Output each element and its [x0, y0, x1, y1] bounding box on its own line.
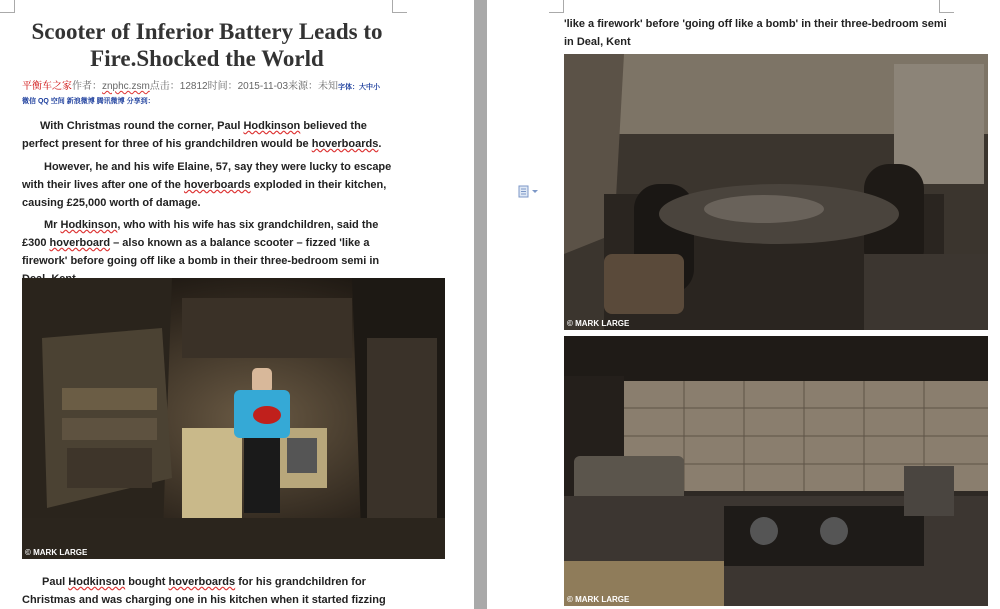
- para-text: believed the perfect present for three of his grandchildren would be: [22, 120, 367, 150]
- meta-site[interactable]: 平衡车之家: [22, 81, 72, 92]
- para-text: .: [378, 138, 382, 150]
- meta-source-label: 来源：: [288, 81, 319, 92]
- meta-author: znphc.zsm: [102, 81, 150, 92]
- burnt-hoverboard-photo[interactable]: [564, 54, 988, 330]
- para-text: for his grandchildren for Christmas and was charging one in his kitchen when it started fizzing: [22, 576, 386, 606]
- para-text: With Christmas round the corner, Paul: [40, 120, 244, 132]
- burnt-stove-image: [564, 336, 988, 606]
- photo-credit: © MARK LARGE: [567, 595, 630, 604]
- document-page-left: [0, 0, 474, 609]
- photo-credit: © MARK LARGE: [25, 548, 88, 557]
- paragraph-2: [22, 158, 392, 212]
- burnt-kitchen-man-image: [22, 278, 445, 559]
- meta-source: 未知: [318, 81, 339, 92]
- page-corner-mark: [549, 0, 564, 13]
- meta-time-label: 时间：: [207, 81, 238, 92]
- burnt-hoverboard-image: [564, 54, 988, 330]
- para-text: Mr: [44, 219, 61, 231]
- page-corner-mark: [392, 0, 407, 13]
- kitchen-man-photo[interactable]: [22, 278, 445, 559]
- article-title: [22, 18, 392, 72]
- para-text: exploded in their kitchen, causing £25,000 worth of damage.: [22, 179, 387, 209]
- para-text: Paul: [42, 576, 69, 588]
- spellcheck-word: Hodkinson: [60, 219, 118, 231]
- spellcheck-word: hoverboards: [168, 576, 236, 588]
- spellcheck-word: Hodkinson: [68, 576, 126, 588]
- title-line-1: Scooter of Inferior Battery Leads to: [31, 19, 383, 44]
- meta-clicks-label: 点击：: [149, 81, 180, 92]
- doc-options-icon[interactable]: [518, 185, 540, 204]
- meta-time: 2015-11-03: [237, 81, 289, 92]
- paragraph-1: [22, 117, 392, 153]
- page-corner-mark: [939, 0, 954, 13]
- para-text: However, he and his wife Elaine, 57, say they were lucky to escape with their lives after one of the: [22, 161, 392, 191]
- photo-credit: © MARK LARGE: [567, 319, 630, 328]
- spellcheck-word: hoverboards: [311, 138, 379, 150]
- burnt-stove-photo[interactable]: [564, 336, 988, 606]
- meta-font-tools[interactable]: 字体：大中小: [338, 84, 381, 91]
- para-text: bought: [125, 576, 169, 588]
- spellcheck-word: Hodkinson: [243, 120, 301, 132]
- share-bar[interactable]: 微信 QQ 空间 新浪微博 腾讯微博 分享到：: [22, 98, 155, 105]
- article-meta: [22, 80, 452, 94]
- paragraph-4: [22, 573, 392, 609]
- para-text: – also known as a balance scooter – fizzed 'like a firework' before going off like a bomb in their three-bedroom semi in: [22, 237, 380, 267]
- continued-paragraph: 'like a firework' before 'going off like a bomb' in their three-bedroom semi in Deal, Kent: [564, 18, 947, 48]
- para-text: , who with his wife has six grandchildren, said the £300: [22, 219, 379, 249]
- meta-author-label: 作者：: [72, 81, 102, 92]
- title-line-2: Fire.Shocked the World: [90, 46, 324, 71]
- spellcheck-word: hoverboard: [49, 237, 111, 249]
- meta-clicks: 12812: [179, 81, 208, 92]
- page-corner-mark: [0, 0, 15, 13]
- spellcheck-word: hoverboards: [183, 179, 251, 191]
